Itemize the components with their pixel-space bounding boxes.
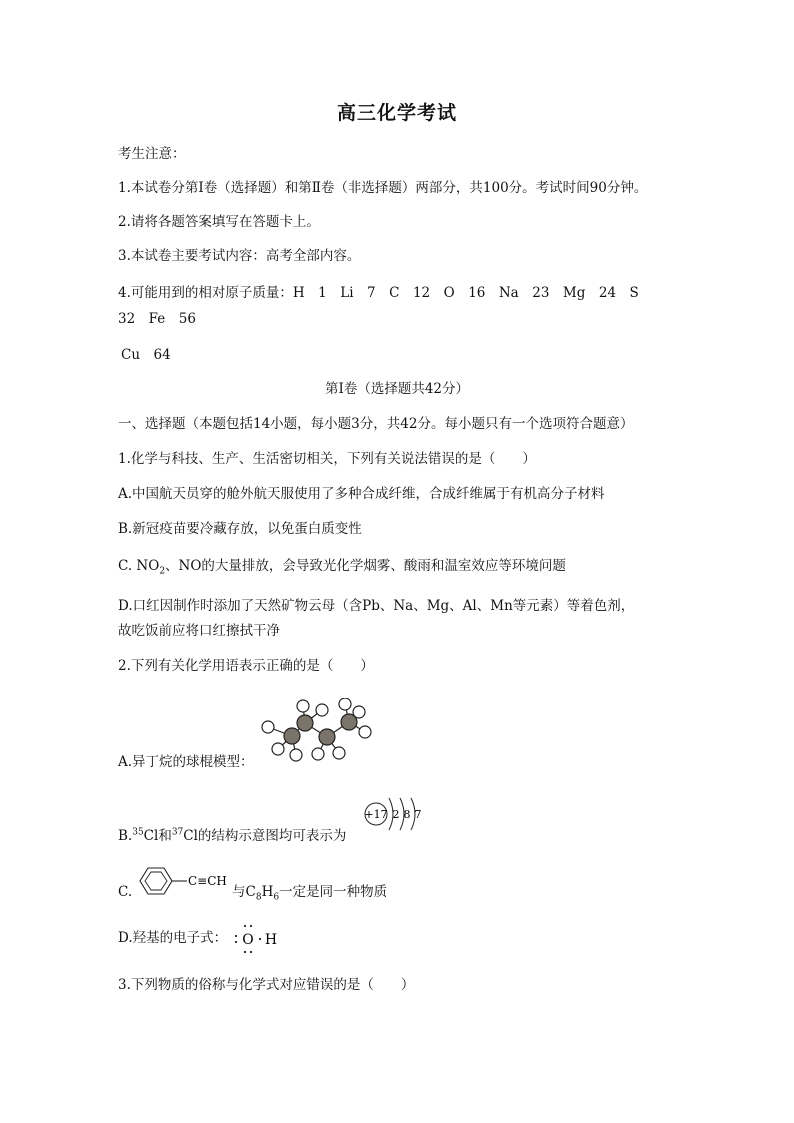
q2-b-el1: Cl和 — [143, 828, 172, 844]
q3-stem: 3.下列物质的俗称与化学式对应错误的是（ ） — [118, 977, 415, 993]
q2-c-sub2: 6 — [273, 892, 280, 903]
q2-option-b — [118, 826, 346, 846]
q2-stem: 2.下列有关化学用语表示正确的是（ ） — [118, 658, 374, 674]
shell-2-electrons: 8 — [403, 808, 411, 821]
q1-stem: 1.化学与科技、生产、生活密切相关，下列有关说法错误的是（ ） — [118, 451, 536, 467]
notice-heading: 考生注意： — [118, 146, 186, 162]
q2-b-mass2: 37 — [171, 827, 184, 838]
shell-3-electrons: 7 — [414, 808, 422, 821]
q2-option-c-text — [232, 882, 387, 902]
part-one-heading: 一、选择题（本题包括14小题，每小题3分，共42分。每小题只有一个选项符合题意） — [118, 416, 634, 432]
q2-c-mid2: H — [261, 884, 274, 900]
q1-option-d-line2: 故吃饭前应将口红擦拭干净 — [118, 623, 280, 639]
q1-option-b: B.新冠疫苗要冷藏存放，以免蛋白质变性 — [118, 521, 362, 537]
hydrogen-symbol: H — [264, 932, 278, 948]
notice-3: 3.本试卷主要考试内容：高考全部内容。 — [118, 248, 361, 264]
isobutane-ball-stick-model — [258, 698, 378, 762]
q2-option-a: A.异丁烷的球棍模型： — [118, 754, 254, 770]
section-title: 第Ⅰ卷（选择题共42分） — [324, 381, 469, 397]
notice-4-cont2: Cu 64 — [121, 347, 171, 363]
nucleus-charge: +17 — [364, 808, 388, 821]
q1-c-post: 、NO的大量排放，会导致光化学烟雾、酸雨和温室效应等环境问题 — [165, 558, 566, 574]
q2-b-el2: Cl的结构示意图均可表示为 — [183, 828, 347, 844]
notice-2: 2.请将各题答案填写在答题卡上。 — [118, 214, 320, 230]
q1-option-a: A.中国航天员穿的舱外航天服使用了多种合成纤维，合成纤维属于有机高分子材料 — [118, 486, 605, 502]
phenylacetylene-structure — [134, 862, 234, 900]
notice-4: 4.可能用到的相对原子质量：H 1 Li 7 C 12 O 16 Na 23 Mg 24 S — [118, 285, 639, 301]
q2-b-mass1: 35 — [132, 827, 144, 838]
q2-option-c-label: C. — [118, 884, 133, 900]
q2-c-post: 一定是同一种物质 — [279, 884, 388, 900]
page-title: 高三化学考试 — [336, 102, 457, 124]
notice-1: 1.本试卷分第Ⅰ卷（选择题）和第Ⅱ卷（非选择题）两部分，共100分。考试时间90分钟。 — [118, 180, 648, 196]
hydroxyl-electron-dot-formula — [230, 918, 286, 958]
oxygen-symbol: O — [242, 932, 254, 948]
alkyne-group: C≡CH — [188, 874, 227, 888]
q2-c-sub1: 8 — [255, 892, 262, 903]
notice-4-cont: 32 Fe 56 — [118, 311, 196, 327]
q2-option-d: D.羟基的电子式： — [118, 930, 228, 946]
q2-b-pre: B. — [118, 828, 133, 844]
q1-option-d-line1: D.口红因制作时添加了天然矿物云母（含Pb、Na、Mg、Al、Mn等元素）等着色剂， — [118, 598, 635, 614]
q1-c-pre: C. NO — [118, 558, 160, 574]
q2-c-mid1: 与C — [232, 884, 256, 900]
shell-1-electrons: 2 — [392, 808, 400, 821]
q1-option-c — [118, 556, 566, 576]
q1-c-sub: 2 — [159, 566, 166, 577]
chlorine-atom-structure-diagram — [362, 794, 428, 834]
